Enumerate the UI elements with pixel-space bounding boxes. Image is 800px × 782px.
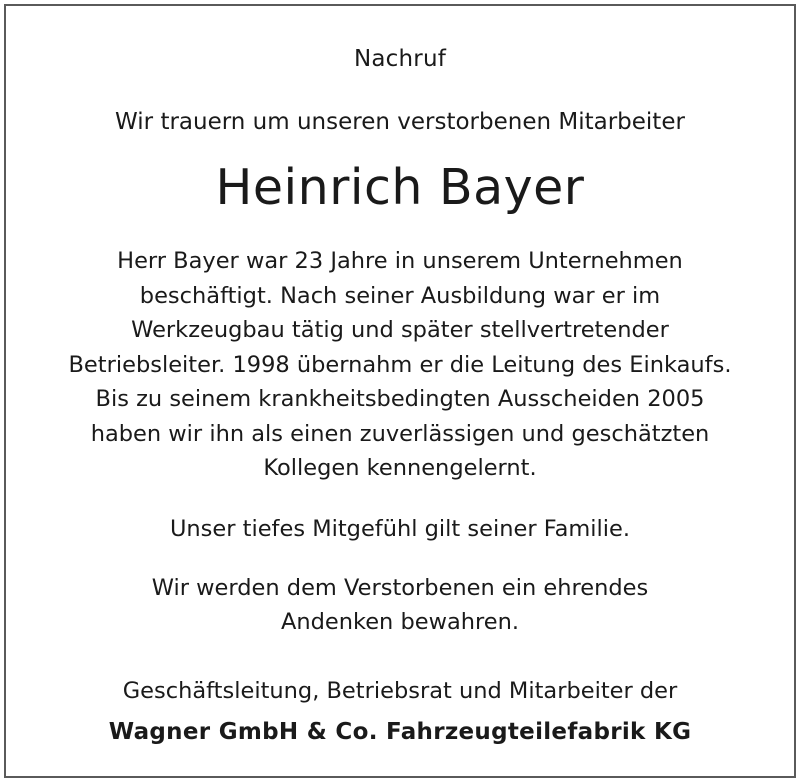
remembrance-line: Andenken bewahren. [280, 609, 520, 635]
obituary-heading: Nachruf [353, 46, 447, 72]
body-line: Betriebsleiter. 1998 übernahm er die Leitung des Einkaufs. [68, 351, 732, 378]
intro-line: Wir trauern um unseren verstorbenen Mitarbeiter [115, 109, 685, 135]
remembrance-line: Wir werden dem Verstorbenen ein ehrendes [151, 575, 649, 601]
body-line: Werkzeugbau tätig und später stellvertretender [131, 317, 669, 343]
body-line: Kollegen kennengelernt. [263, 455, 537, 481]
deceased-name: Heinrich Bayer [215, 159, 585, 216]
body-line: Bis zu seinem krankheitsbedingten Ausscheiden 2005 [95, 386, 705, 412]
company-name: Wagner GmbH & Co. Fahrzeugteilefabrik KG [108, 719, 692, 745]
obituary-body [6, 244, 794, 486]
body-line: Herr Bayer war 23 Jahre in unserem Unternehmen [117, 248, 683, 274]
body-line: haben wir ihn als einen zuverlässigen und geschätzten [90, 420, 710, 447]
obituary-frame [4, 4, 796, 778]
body-line: beschäftigt. Nach seiner Ausbildung war er im [139, 282, 661, 309]
signers-line: Geschäftsleitung, Betriebsrat und Mitarbeiter der [122, 678, 678, 704]
sympathy-line: Unser tiefes Mitgefühl gilt seiner Familie. [169, 516, 631, 542]
remembrance-text [6, 571, 794, 639]
